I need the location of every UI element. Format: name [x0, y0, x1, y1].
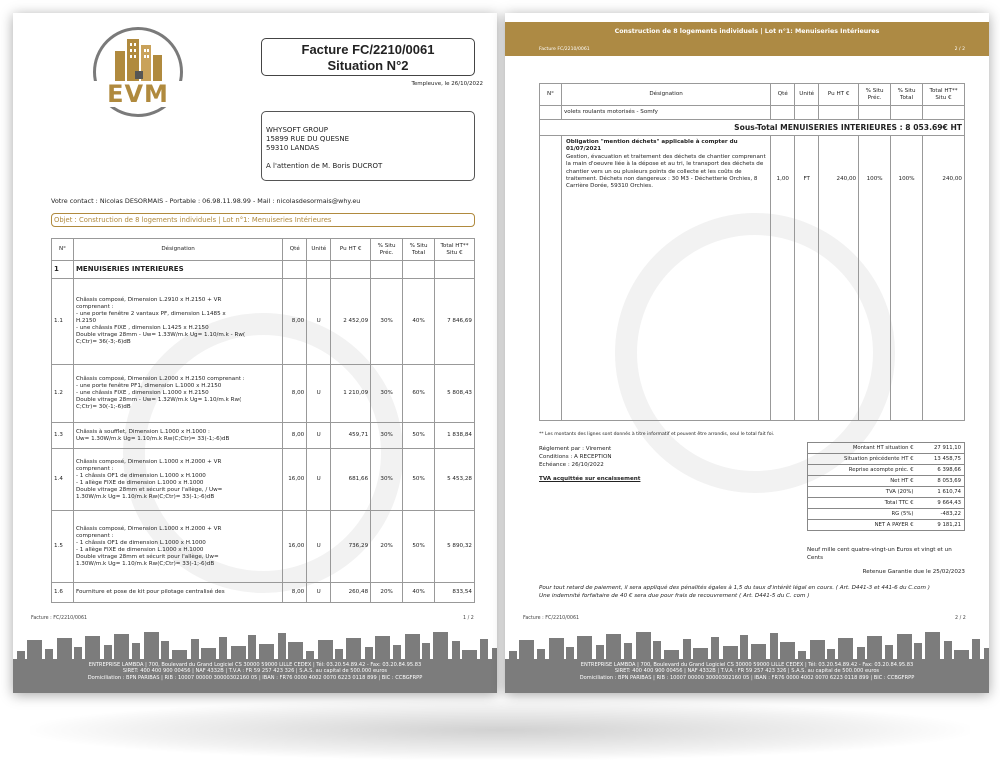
totals-table [807, 442, 965, 531]
items-table [51, 238, 475, 603]
designation-line: - une porte fenêtre 2 vantaux PF, dimension L.1485 x [75, 311, 226, 317]
designation-line: Double vitrage 28mm et sécurit pour l'allège, / Uw= [75, 486, 223, 493]
amount-in-words: Neuf mille cent quatre-vingt-un Euros et vingt et un Cents [807, 547, 952, 561]
col-total-pct: % Situ Total [403, 239, 435, 261]
recovery-fee: Une indemnité forfaitaire de 40 € sera due pour frais de recouvrement ( Art. D441-5 du C. com ) [539, 593, 810, 599]
invoice-title-box [261, 38, 475, 76]
table-row [52, 279, 475, 365]
row-prev-pct: 30% [371, 449, 403, 511]
totals-row [808, 509, 965, 520]
designation-line: Châssis composé, Dimension L.2910 x H.2150 + VR [75, 297, 222, 303]
totals-value: 13 458,75 [916, 454, 964, 465]
waste-pu: 240,00 [819, 136, 859, 421]
waste-amount: 240,00 [923, 136, 965, 421]
designation-line: Châssis composé, Dimension L.2000 x H.2150 comprenant : [75, 376, 245, 382]
row-qty: 8,00 [283, 279, 307, 365]
subtotal-row [540, 120, 965, 136]
col-prev: % Situ Préc. [371, 239, 403, 261]
continued-row [540, 106, 965, 120]
totals-row [808, 443, 965, 454]
col-pu: Pu HT € [331, 239, 371, 261]
footer-invoice-ref: Facture : FC/2210/0061 [523, 616, 580, 621]
col-qty: Qté [283, 239, 307, 261]
designation-line: Double vitrage 28mm et sécurit pour l'allège, Uw= [75, 553, 219, 560]
footer-page-number: 1 / 2 [463, 616, 474, 621]
recipient-street: 15899 RUE DU QUESNE [266, 135, 350, 143]
col-qty: Qté [771, 84, 795, 106]
row-qty: 8,00 [283, 583, 307, 603]
company-address: ENTREPRISE LAMBDA | 700, Boulevard du Grand Logiciel CS 30000 59000 LILLE CEDEX | Tél: 03.20.54.89.42 - Fax: 03.20.84.95.83 [88, 662, 422, 668]
page2-header-page: 2 / 2 [954, 47, 965, 52]
tva-note: TVA acquittée sur encaissement [539, 476, 641, 482]
table-row [52, 583, 475, 603]
totals-label: RG (5%) [808, 509, 917, 520]
table-header [52, 239, 475, 261]
table-row [52, 511, 475, 583]
row-amount: 5 808,43 [435, 365, 475, 423]
designation-line: Uw= 1.30W/m.k Ug= 1.10/m.k Rw(C;Ctr)= 33(-1;-6)dB [75, 435, 230, 442]
designation-line: - une châssis FIXE , dimension L.1425 x H.2150 [75, 325, 209, 331]
table-row [52, 423, 475, 449]
col-no: N° [52, 239, 74, 261]
page2-header-ref: Facture FC/2210/0061 [539, 47, 590, 52]
totals-row [808, 476, 965, 487]
designation-line: H.2150 [75, 318, 97, 324]
designation-line: comprenant : [75, 532, 114, 539]
row-designation [73, 449, 282, 511]
row-pu: 1 210,09 [331, 365, 371, 423]
company-footer [505, 659, 989, 693]
invoice-number: Facture FC/2210/0061 [301, 42, 435, 57]
designation-line: - 1 châssis OF1 de dimension L.1000 x H.1000 [75, 539, 206, 546]
row-designation [73, 365, 282, 423]
table-row [52, 365, 475, 423]
totals-value: -483,22 [916, 509, 964, 520]
designation-line: Châssis composé, Dimension L.1000 x H.2000 + VR [75, 525, 222, 532]
totals-label: TVA (20%) [808, 487, 917, 498]
footer-page-number: 2 / 2 [955, 616, 966, 621]
row-unit: U [307, 279, 331, 365]
totals-label: Situation précédente HT € [808, 454, 917, 465]
late-penalty: Pour tout retard de paiement, il sera appliqué des pénalités égales à 1,5 du taux d'intérêt légal en cours. ( Art. D441-3 et 441-6 du C.com ) [539, 585, 930, 591]
waste-title: Obligation "mention déchets" applicable à compter du 01/07/2021 [565, 139, 738, 153]
row-qty: 16,00 [283, 511, 307, 583]
logo-text: EVM [93, 81, 183, 107]
company-bank: Domiciliation : BPN PARIBAS | RIB : 10007 00000 30000302160 05 | IBAN : FR76 0000 4002 0070 6223 0118 899 | BIC : CCBGFRPP [579, 674, 915, 681]
totals-label: Total TTC € [808, 498, 917, 509]
designation-line: - 1 allège FIXE de dimension L.1000 x H.1000 [75, 479, 204, 486]
company-bank: Domiciliation : BPN PARIBAS | RIB : 10007 00000 30000302160 05 | IBAN : FR76 0000 4002 0070 6223 0118 899 | BIC : CCBGFRPP [87, 674, 423, 681]
row-total-pct: 50% [403, 511, 435, 583]
row-qty: 8,00 [283, 365, 307, 423]
designation-line: Châssis composé, Dimension L.1000 x H.2000 + VR [75, 458, 222, 465]
table-row [52, 449, 475, 511]
row-amount: 7 846,69 [435, 279, 475, 365]
designation-line: 1.30W/m.k Ug= 1.10/m.k Rw(C;Ctr)= 33(-1;-6)dB [75, 560, 215, 567]
recipient-attention: A l'attention de M. Boris DUCROT [266, 162, 383, 170]
designation-line: - 1 allège FIXE de dimension L.1000 x H.1000 [75, 546, 204, 553]
col-unit: Unité [307, 239, 331, 261]
col-total-ht: Total HT** Situ € [923, 84, 965, 106]
totals-label: Montant HT situation € [808, 443, 917, 454]
totals-row [808, 498, 965, 509]
logo-buildings-icon [93, 27, 183, 87]
row-prev-pct: 30% [371, 365, 403, 423]
row-designation [73, 511, 282, 583]
col-designation: Désignation [73, 239, 282, 261]
invoice-page-1 [13, 13, 497, 693]
row-pu: 736,29 [331, 511, 371, 583]
row-unit: U [307, 511, 331, 583]
totals-row [808, 454, 965, 465]
recipient-company: WHYSOFT GROUP [266, 126, 328, 134]
invoice-object: Objet : Construction de 8 logements individuels | Lot n°1: Menuiseries Intérieures [51, 213, 475, 227]
row-pu: 459,71 [331, 423, 371, 449]
totals-value: 9 664,43 [916, 498, 964, 509]
row-total-pct: 60% [403, 365, 435, 423]
row-pu: 260,48 [331, 583, 371, 603]
row-unit: U [307, 423, 331, 449]
late-payment-terms [539, 584, 979, 600]
designation-line: comprenant : [75, 465, 114, 472]
designation-line: - une porte fenêtre PF1, dimension L.1000 x H.2150 [75, 383, 222, 389]
company-address: ENTREPRISE LAMBDA | 700, Boulevard du Grand Logiciel CS 30000 59000 LILLE CEDEX | Tél: 03.20.54.89.42 - Fax: 03.20.84.95.83 [580, 662, 914, 668]
totals-label: NET A PAYER € [808, 520, 917, 531]
row-pu: 2 452,09 [331, 279, 371, 365]
row-number: 1.2 [52, 365, 74, 423]
row-amount: 1 838,84 [435, 423, 475, 449]
table-row-waste [540, 136, 965, 421]
designation-line: comprenant : [75, 304, 114, 310]
designation-line: 1.30W/m.k Ug= 1.10/m.k Rw(C;Ctr)= 33(-1;-6)dB [75, 493, 215, 500]
designation-line: Double vitrage 28mm - Uw= 1.33W/m.k Ug= 1.10/m.k - Rw( [75, 332, 246, 338]
row-prev-pct: 30% [371, 423, 403, 449]
designation-line: C;Ctr)= 36(-3;-6)dB [75, 339, 131, 345]
row-qty: 16,00 [283, 449, 307, 511]
totals-value: 1 610,74 [916, 487, 964, 498]
col-designation: Désignation [561, 84, 770, 106]
row-qty: 8,00 [283, 423, 307, 449]
recipient-address [261, 111, 475, 181]
row-designation [73, 423, 282, 449]
row-unit: U [307, 583, 331, 603]
section-row [52, 261, 475, 279]
row-total-pct: 40% [403, 279, 435, 365]
designation-line: Double vitrage 28mm - Uw= 1.32W/m.k Ug= 1.10/m.k Rw( [75, 397, 242, 403]
totals-row [808, 465, 965, 476]
row-designation [73, 583, 282, 603]
payment-conditions: Conditions : A RECEPTION [539, 453, 612, 460]
table-header [540, 84, 965, 106]
row-number: 1.3 [52, 423, 74, 449]
recipient-city: 59310 LANDAS [266, 144, 320, 152]
designation-line: Châssis à soufflet, Dimension L.1000 x H.1000 : [75, 428, 210, 435]
company-siret: SIRET: 400 400 900 00456 | NAF 4332B | T.V.A : FR 59 257 423 326 | S.A.S. au capital de 500.000 euros [614, 668, 880, 675]
totals-value: 9 181,21 [916, 520, 964, 531]
row-prev-pct: 30% [371, 279, 403, 365]
totals-label: Reprise acompte préc. € [808, 465, 917, 476]
page-floor-shadow [30, 700, 970, 760]
row-number: 1.6 [52, 583, 74, 603]
company-footer [13, 659, 497, 693]
designation-line: Fourniture et pose de kit pour pilotage centralisé des [75, 589, 225, 595]
designation-line: - une châssis FIXE , dimension L.1000 x H.2150 [75, 390, 209, 396]
payment-method: Réglement par : Virement [539, 446, 612, 452]
col-total-ht: Total HT** Situ € [435, 239, 475, 261]
designation-line: - 1 châssis OF1 de dimension L.1000 x H.1000 [75, 472, 206, 479]
row-number: 1.1 [52, 279, 74, 365]
city-skyline-icon [505, 629, 989, 661]
totals-label: Net HT € [808, 476, 917, 487]
row-amount: 833,54 [435, 583, 475, 603]
row-number: 1.4 [52, 449, 74, 511]
row-total-pct: 50% [403, 423, 435, 449]
amounts-footnote: ** Les montants des lignes sont donnés à titre informatif et peuvent être arrondis, seul le total fait foi. [539, 432, 775, 437]
items-table-continued [539, 83, 965, 421]
totals-row [808, 487, 965, 498]
waste-qty: 1,00 [771, 136, 795, 421]
col-prev: % Situ Préc. [859, 84, 891, 106]
row-total-pct: 40% [403, 583, 435, 603]
page2-header [505, 22, 989, 56]
retenue-garantie: Retenue Garantie due le 25/02/2023 [862, 569, 965, 575]
col-no: N° [540, 84, 562, 106]
designation-line: C;Ctr)= 30(-1;-6)dB [75, 404, 131, 410]
totals-value: 8 053,69 [916, 476, 964, 487]
city-skyline-icon [13, 629, 497, 661]
section-number: 1 [52, 261, 74, 279]
row-pu: 681,66 [331, 449, 371, 511]
row-unit: U [307, 449, 331, 511]
row-prev-pct: 20% [371, 511, 403, 583]
col-total-pct: % Situ Total [891, 84, 923, 106]
row-prev-pct: 20% [371, 583, 403, 603]
contact-line: Votre contact : Nicolas DESORMAIS - Portable : 06.98.11.98.99 - Mail : nicolasdesormais@why.eu [51, 197, 361, 205]
payment-info [539, 446, 612, 469]
evm-logo [93, 27, 183, 119]
row-number: 1.5 [52, 511, 74, 583]
place-date: Templeuve, le 26/10/2022 [411, 81, 483, 87]
row-designation [73, 279, 282, 365]
col-unit: Unité [795, 84, 819, 106]
company-siret: SIRET: 400 400 900 00456 | NAF 4332B | T.V.A : FR 59 257 423 326 | S.A.S. au capital de 500.000 euros [122, 668, 388, 675]
situation-number: Situation N°2 [327, 58, 409, 73]
col-pu: Pu HT € [819, 84, 859, 106]
row-total-pct: 50% [403, 449, 435, 511]
payment-due: Echéance : 26/10/2022 [539, 461, 604, 468]
continued-text: volets roulants motorisés - Somfy [561, 106, 770, 120]
waste-total-pct: 100% [891, 136, 923, 421]
row-amount: 5 453,28 [435, 449, 475, 511]
waste-body: Gestion, évacuation et traitement des déchets de chantier comprenant la main d'oeuvre liée à la dépose et au tri, le transport des déchets de chantier vers un ou plusieurs points de collecte et les coûts de traitement. Déchets non dangereux : 30 M3 - Déchetterie Orchies, 8 Carrière Dorée, 59310 Orchies. [565, 153, 766, 190]
footer-invoice-ref: Facture : FC/2210/0061 [31, 616, 88, 621]
row-unit: U [307, 365, 331, 423]
waste-unit: FT [795, 136, 819, 421]
section-title: MENUISERIES INTERIEURES [73, 261, 282, 279]
invoice-page-2 [505, 13, 989, 693]
totals-row [808, 520, 965, 531]
waste-prev: 100% [859, 136, 891, 421]
subtotal-text: Sous-Total MENUISERIES INTERIEURES : 8 053.69€ HT [540, 120, 965, 136]
totals-value: 6 398,66 [916, 465, 964, 476]
row-amount: 5 890,32 [435, 511, 475, 583]
totals-value: 27 911,10 [916, 443, 964, 454]
page2-header-title: Construction de 8 logements individuels | Lot n°1: Menuiseries Intérieures [614, 28, 880, 35]
